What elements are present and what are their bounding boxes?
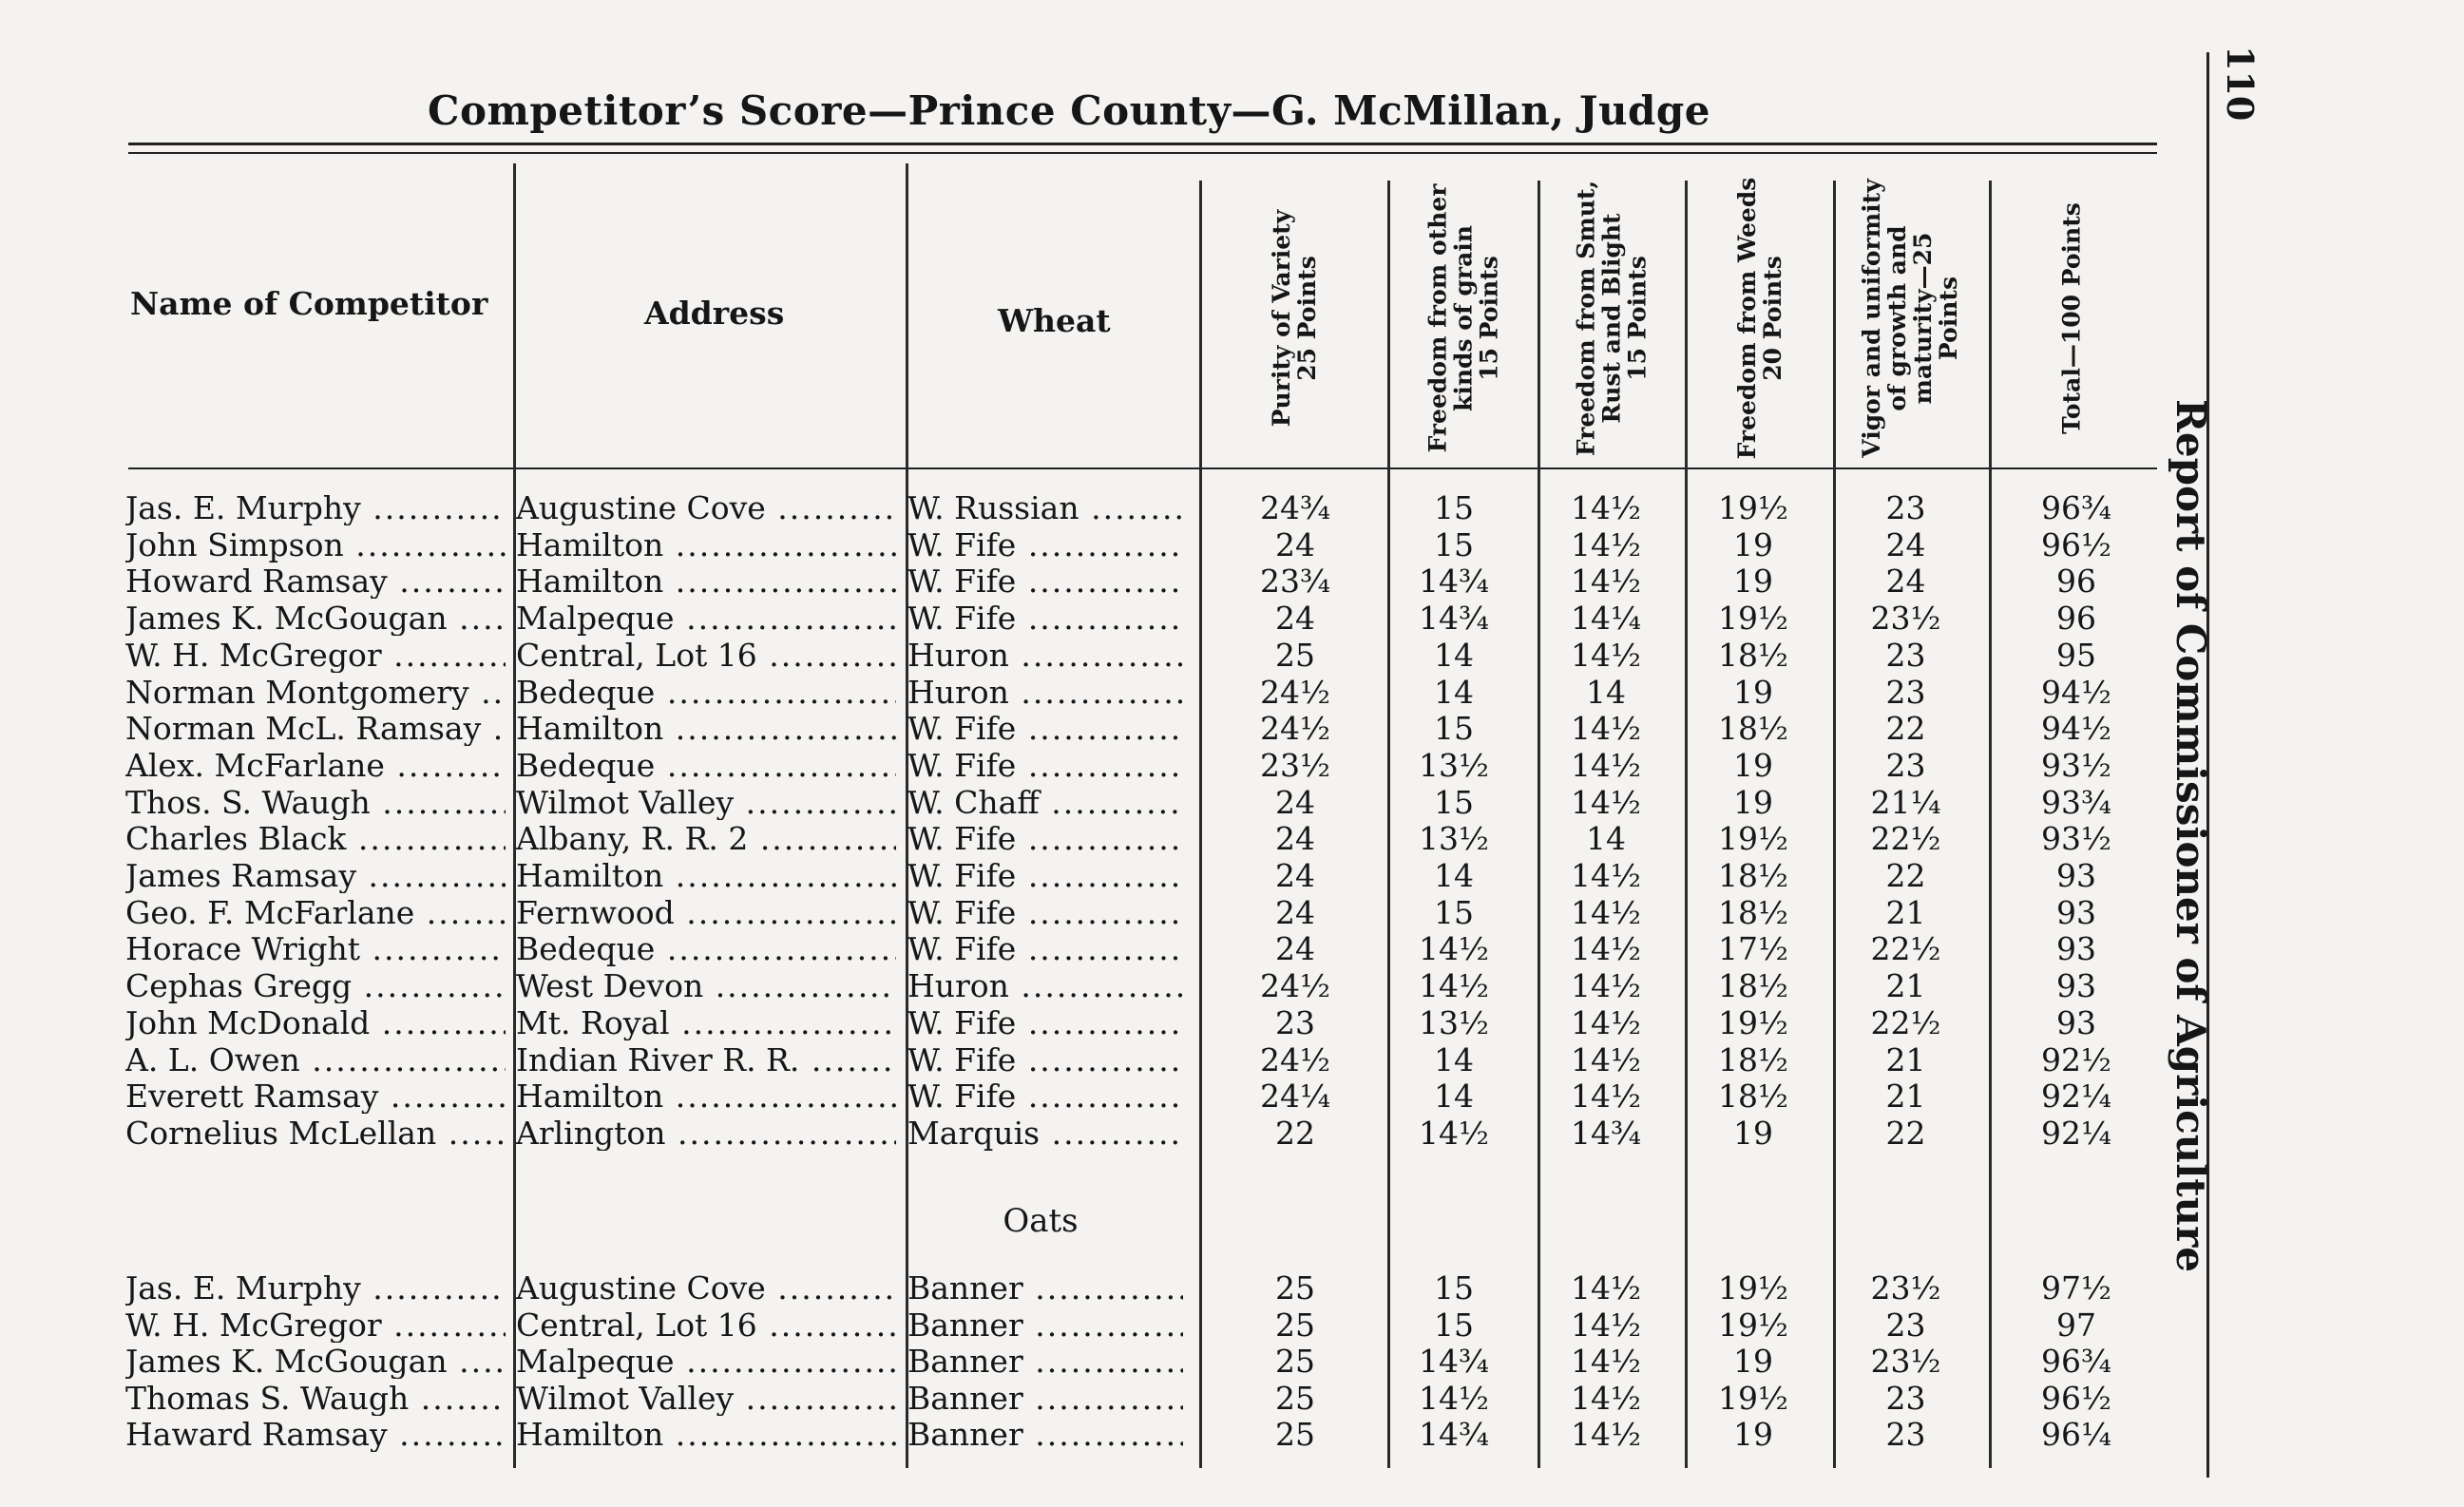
- cell-variety: Marquis .....: [907, 1116, 1183, 1151]
- cell-address: Hamilton .....: [516, 1079, 896, 1114]
- cell-purity: 25: [1275, 1343, 1315, 1380]
- cell-other: 14: [1434, 1040, 1474, 1078]
- cell-other: 14¾: [1419, 1416, 1489, 1453]
- cell-vigor: 23: [1885, 636, 1926, 674]
- section-oats: Oats: [1003, 1202, 1079, 1240]
- cell-smut: 14½: [1571, 525, 1641, 563]
- cell-address: West Devon .....: [516, 969, 896, 1003]
- cell-total: 92½: [2041, 1040, 2111, 1078]
- cell-smut: 14½: [1571, 857, 1641, 894]
- cell-purity: 24½: [1260, 967, 1330, 1005]
- cell-variety: W. Fife .....: [907, 601, 1183, 636]
- cell-other: 15: [1434, 489, 1474, 526]
- cell-variety: W. Fife .....: [907, 1079, 1183, 1114]
- column-rule: [1833, 181, 1836, 1468]
- cell-vigor: 21: [1885, 893, 1926, 931]
- cell-other: 13½: [1419, 746, 1489, 784]
- cell-address: Bedeque .....: [516, 676, 896, 710]
- cell-total: 92¼: [2041, 1114, 2111, 1152]
- cell-total: 96½: [2041, 525, 2111, 563]
- cell-variety: Banner .....: [907, 1345, 1183, 1379]
- cell-total: 95: [2056, 636, 2096, 674]
- cell-purity: 25: [1275, 1306, 1315, 1344]
- cell-weeds: 19½: [1718, 600, 1788, 638]
- header-name: Name of Competitor: [130, 285, 488, 322]
- cell-vigor: 21: [1885, 1078, 1926, 1116]
- cell-vigor: 23½: [1870, 600, 1941, 638]
- cell-total: 96½: [2041, 1379, 2111, 1417]
- cell-vigor: 23: [1885, 489, 1926, 526]
- title-rule-bottom: [128, 152, 2157, 154]
- cell-weeds: 19½: [1718, 1306, 1788, 1344]
- cell-address: Augustine Cove .....: [516, 1271, 896, 1306]
- cell-vigor: 23½: [1870, 1343, 1941, 1380]
- cell-weeds: 18½: [1718, 636, 1788, 674]
- cell-address: Indian River R. R. .....: [516, 1043, 896, 1078]
- cell-smut: 14: [1586, 820, 1626, 858]
- cell-weeds: 18½: [1718, 967, 1788, 1005]
- cell-other: 14½: [1419, 930, 1489, 968]
- header-rule: [128, 467, 2157, 469]
- cell-other: 14: [1434, 1078, 1474, 1116]
- cell-total: 93: [2056, 930, 2096, 968]
- cell-purity: 24: [1275, 857, 1315, 894]
- cell-purity: 25: [1275, 636, 1315, 674]
- cell-purity: 24½: [1260, 1040, 1330, 1078]
- cell-purity: 24: [1275, 893, 1315, 931]
- cell-total: 97: [2056, 1306, 2096, 1344]
- cell-name: Norman Montgomery .....: [125, 676, 506, 710]
- cell-weeds: 19: [1733, 1343, 1773, 1380]
- cell-total: 93½: [2041, 746, 2111, 784]
- cell-vigor: 22: [1885, 1114, 1926, 1152]
- cell-other: 13½: [1419, 820, 1489, 858]
- cell-address: Bedeque .....: [516, 932, 896, 966]
- cell-other: 15: [1434, 1269, 1474, 1307]
- cell-weeds: 19½: [1718, 820, 1788, 858]
- cell-weeds: 17½: [1718, 930, 1788, 968]
- cell-name: Cornelius McLellan .....: [125, 1116, 506, 1151]
- cell-vigor: 23: [1885, 746, 1926, 784]
- cell-smut: 14½: [1571, 1040, 1641, 1078]
- column-rule: [1685, 181, 1688, 1468]
- cell-variety: Huron .....: [907, 969, 1183, 1003]
- cell-variety: W. Fife .....: [907, 896, 1183, 930]
- cell-total: 93: [2056, 1003, 2096, 1041]
- cell-address: Albany, R. R. 2 .....: [516, 822, 896, 856]
- cell-purity: 25: [1275, 1269, 1315, 1307]
- cell-variety: W. Fife .....: [907, 1043, 1183, 1078]
- cell-weeds: 19: [1733, 563, 1773, 601]
- cell-other: 14: [1434, 857, 1474, 894]
- cell-weeds: 19½: [1718, 489, 1788, 526]
- cell-total: 96¾: [2041, 489, 2111, 526]
- cell-weeds: 19½: [1718, 1003, 1788, 1041]
- cell-smut: 14¾: [1571, 1114, 1641, 1152]
- header-freedom-other: Freedom from other kinds of grain 15 Points: [1423, 183, 1503, 453]
- cell-address: Bedeque .....: [516, 749, 896, 783]
- cell-vigor: 23½: [1870, 1269, 1941, 1307]
- cell-purity: 23¾: [1260, 563, 1330, 601]
- cell-smut: 14½: [1571, 1343, 1641, 1380]
- cell-address: Wilmot Valley .....: [516, 1382, 896, 1416]
- cell-smut: 14½: [1571, 783, 1641, 821]
- cell-address: Malpeque .....: [516, 1345, 896, 1379]
- cell-vigor: 21: [1885, 1040, 1926, 1078]
- cell-purity: 24½: [1260, 710, 1330, 748]
- cell-total: 96¾: [2041, 1343, 2111, 1380]
- cell-purity: 25: [1275, 1379, 1315, 1417]
- cell-weeds: 19½: [1718, 1269, 1788, 1307]
- cell-variety: W. Chaff .....: [907, 786, 1183, 820]
- cell-name: Jas. E. Murphy .....: [125, 491, 506, 525]
- column-rule: [1538, 181, 1540, 1468]
- header-vigor: Vigor and uniformity of growth and maturity—25 Points: [1858, 179, 1962, 458]
- cell-smut: 14½: [1571, 710, 1641, 748]
- cell-purity: 24: [1275, 525, 1315, 563]
- cell-smut: 14½: [1571, 893, 1641, 931]
- cell-address: Hamilton .....: [516, 564, 896, 599]
- cell-name: Cephas Gregg .....: [125, 969, 506, 1003]
- column-rule: [1989, 181, 1992, 1468]
- cell-purity: 24¾: [1260, 489, 1330, 526]
- cell-name: Alex. McFarlane .....: [125, 749, 506, 783]
- cell-other: 15: [1434, 893, 1474, 931]
- cell-vigor: 23: [1885, 673, 1926, 711]
- cell-smut: 14½: [1571, 746, 1641, 784]
- cell-total: 93: [2056, 857, 2096, 894]
- cell-variety: W. Fife .....: [907, 749, 1183, 783]
- cell-address: Arlington .....: [516, 1116, 896, 1151]
- cell-purity: 22: [1275, 1114, 1315, 1152]
- cell-address: Augustine Cove .....: [516, 491, 896, 525]
- cell-smut: 14½: [1571, 967, 1641, 1005]
- cell-other: 14: [1434, 673, 1474, 711]
- cell-address: Fernwood .....: [516, 896, 896, 930]
- cell-other: 14½: [1419, 1379, 1489, 1417]
- cell-weeds: 19: [1733, 1416, 1773, 1453]
- cell-address: Mt. Royal .....: [516, 1006, 896, 1040]
- cell-smut: 14½: [1571, 1416, 1641, 1453]
- table-title: Competitor’s Score—Prince County—G. McMillan, Judge: [428, 87, 1710, 134]
- cell-smut: 14: [1586, 673, 1626, 711]
- cell-vigor: 22: [1885, 710, 1926, 748]
- cell-variety: Banner .....: [907, 1271, 1183, 1306]
- cell-vigor: 23: [1885, 1379, 1926, 1417]
- cell-weeds: 19: [1733, 746, 1773, 784]
- cell-weeds: 19: [1733, 1114, 1773, 1152]
- cell-address: Hamilton .....: [516, 859, 896, 893]
- cell-vigor: 22½: [1870, 930, 1941, 968]
- cell-other: 15: [1434, 783, 1474, 821]
- cell-total: 93¾: [2041, 783, 2111, 821]
- cell-address: Wilmot Valley .....: [516, 786, 896, 820]
- cell-vigor: 22: [1885, 857, 1926, 894]
- cell-total: 97½: [2041, 1269, 2111, 1307]
- cell-name: W. H. McGregor .....: [125, 1308, 506, 1343]
- column-rule: [1199, 181, 1202, 1468]
- cell-purity: 24: [1275, 783, 1315, 821]
- cell-weeds: 19: [1733, 673, 1773, 711]
- cell-smut: 14½: [1571, 636, 1641, 674]
- cell-smut: 14½: [1571, 1379, 1641, 1417]
- cell-smut: 14¼: [1571, 600, 1641, 638]
- cell-address: Hamilton .....: [516, 712, 896, 746]
- cell-smut: 14½: [1571, 489, 1641, 526]
- cell-smut: 14½: [1571, 1003, 1641, 1041]
- cell-other: 15: [1434, 1306, 1474, 1344]
- cell-purity: 24: [1275, 820, 1315, 858]
- cell-purity: 23½: [1260, 746, 1330, 784]
- cell-smut: 14½: [1571, 1306, 1641, 1344]
- cell-purity: 23: [1275, 1003, 1315, 1041]
- cell-vigor: 21: [1885, 967, 1926, 1005]
- cell-vigor: 22½: [1870, 1003, 1941, 1041]
- cell-other: 14¾: [1419, 1343, 1489, 1380]
- cell-purity: 24: [1275, 600, 1315, 638]
- cell-name: Thos. S. Waugh .....: [125, 786, 506, 820]
- cell-purity: 24: [1275, 930, 1315, 968]
- cell-other: 15: [1434, 710, 1474, 748]
- cell-name: James K. McGougan .....: [125, 1345, 506, 1379]
- cell-weeds: 18½: [1718, 857, 1788, 894]
- cell-name: W. H. McGregor .....: [125, 639, 506, 673]
- cell-variety: W. Russian .....: [907, 491, 1183, 525]
- cell-purity: 24½: [1260, 673, 1330, 711]
- cell-weeds: 18½: [1718, 1040, 1788, 1078]
- cell-name: Haward Ramsay .....: [125, 1418, 506, 1452]
- cell-total: 92¼: [2041, 1078, 2111, 1116]
- cell-vigor: 24: [1885, 525, 1926, 563]
- cell-vigor: 21¼: [1870, 783, 1941, 821]
- cell-weeds: 19: [1733, 783, 1773, 821]
- cell-variety: Banner .....: [907, 1308, 1183, 1343]
- cell-other: 14¾: [1419, 563, 1489, 601]
- cell-name: Geo. F. McFarlane .....: [125, 896, 506, 930]
- cell-variety: W. Fife .....: [907, 712, 1183, 746]
- cell-variety: Huron .....: [907, 639, 1183, 673]
- cell-purity: 25: [1275, 1416, 1315, 1453]
- title-rule-top: [128, 143, 2157, 145]
- cell-total: 93: [2056, 893, 2096, 931]
- cell-other: 13½: [1419, 1003, 1489, 1041]
- cell-weeds: 18½: [1718, 710, 1788, 748]
- cell-purity: 24¼: [1260, 1078, 1330, 1116]
- cell-variety: W. Fife .....: [907, 1006, 1183, 1040]
- cell-name: Jas. E. Murphy .....: [125, 1271, 506, 1306]
- cell-name: Charles Black .....: [125, 822, 506, 856]
- cell-address: Hamilton .....: [516, 528, 896, 563]
- cell-weeds: 19: [1733, 525, 1773, 563]
- cell-name: Everett Ramsay .....: [125, 1079, 506, 1114]
- cell-smut: 14½: [1571, 930, 1641, 968]
- cell-vigor: 22½: [1870, 820, 1941, 858]
- cell-variety: Banner .....: [907, 1382, 1183, 1416]
- cell-smut: 14½: [1571, 1078, 1641, 1116]
- column-rule: [1387, 181, 1390, 1468]
- cell-other: 14: [1434, 636, 1474, 674]
- cell-other: 14½: [1419, 1114, 1489, 1152]
- cell-name: James Ramsay .....: [125, 859, 506, 893]
- cell-variety: W. Fife .....: [907, 822, 1183, 856]
- cell-name: Norman McL. Ramsay .....: [125, 712, 506, 746]
- cell-address: Central, Lot 16 .....: [516, 1308, 896, 1343]
- header-freedom-smut: Freedom from Smut, Rust and Blight 15 Points: [1572, 180, 1652, 457]
- cell-vigor: 24: [1885, 563, 1926, 601]
- cell-variety: Banner .....: [907, 1418, 1183, 1452]
- cell-smut: 14½: [1571, 1269, 1641, 1307]
- cell-address: Central, Lot 16 .....: [516, 639, 896, 673]
- cell-variety: W. Fife .....: [907, 564, 1183, 599]
- cell-name: A. L. Owen .....: [125, 1043, 506, 1078]
- cell-weeds: 18½: [1718, 893, 1788, 931]
- header-wheat: Wheat: [998, 302, 1111, 339]
- cell-total: 96¼: [2041, 1416, 2111, 1453]
- page-number: 110: [2219, 46, 2262, 122]
- cell-variety: Huron .....: [907, 676, 1183, 710]
- cell-name: John McDonald .....: [125, 1006, 506, 1040]
- cell-smut: 14½: [1571, 563, 1641, 601]
- cell-other: 14½: [1419, 967, 1489, 1005]
- header-address: Address: [644, 295, 785, 332]
- cell-variety: W. Fife .....: [907, 932, 1183, 966]
- header-total: Total—100 Points: [2057, 202, 2086, 434]
- cell-total: 96: [2056, 563, 2096, 601]
- cell-name: James K. McGougan .....: [125, 601, 506, 636]
- header-purity: Purity of Variety 25 Points: [1268, 209, 1321, 428]
- cell-name: Horace Wright .....: [125, 932, 506, 966]
- cell-variety: W. Fife .....: [907, 859, 1183, 893]
- cell-other: 15: [1434, 525, 1474, 563]
- cell-name: John Simpson .....: [125, 528, 506, 563]
- cell-total: 94½: [2041, 673, 2111, 711]
- cell-name: Thomas S. Waugh .....: [125, 1382, 506, 1416]
- cell-name: Howard Ramsay .....: [125, 564, 506, 599]
- cell-vigor: 23: [1885, 1416, 1926, 1453]
- cell-address: Malpeque .....: [516, 601, 896, 636]
- cell-weeds: 19½: [1718, 1379, 1788, 1417]
- cell-address: Hamilton .....: [516, 1418, 896, 1452]
- cell-weeds: 18½: [1718, 1078, 1788, 1116]
- cell-vigor: 23: [1885, 1306, 1926, 1344]
- running-header: Report of Commissioner of Agriculture: [2168, 399, 2214, 1272]
- cell-total: 93½: [2041, 820, 2111, 858]
- cell-variety: W. Fife .....: [907, 528, 1183, 563]
- cell-total: 93: [2056, 967, 2096, 1005]
- header-freedom-weeds: Freedom from Weeds 20 Points: [1733, 177, 1786, 460]
- cell-other: 14¾: [1419, 600, 1489, 638]
- cell-total: 94½: [2041, 710, 2111, 748]
- cell-total: 96: [2056, 600, 2096, 638]
